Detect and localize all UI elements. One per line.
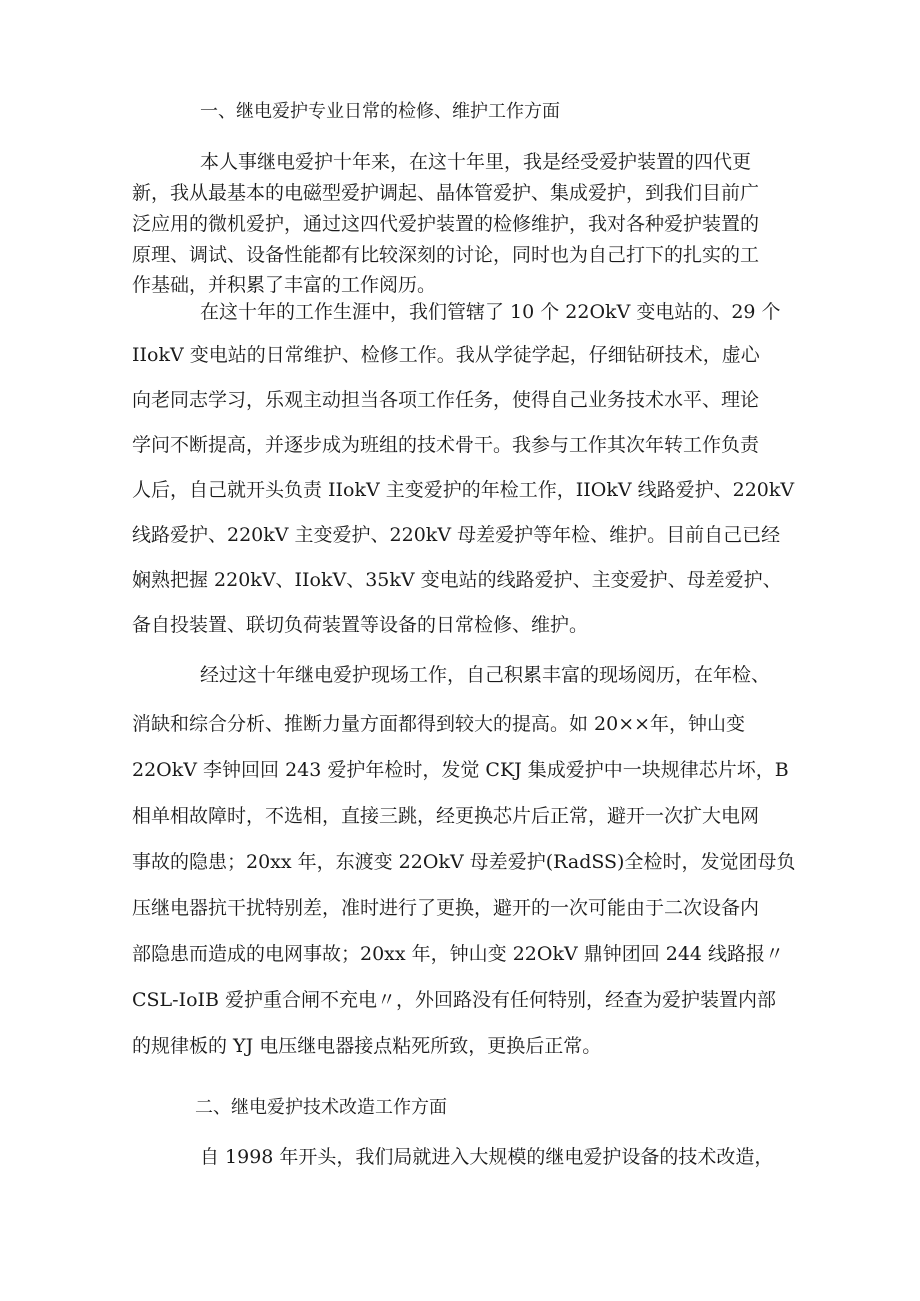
paragraph-line: 在这十年的工作生涯中，我们管辖了 10 个 22OkV 变电站的、29 个	[200, 301, 781, 323]
paragraph-line: 22OkV 李钟回回 243 爱护年检时，发觉 CKJ 集成爱护中一块规律芯片坏，B	[132, 759, 789, 781]
paragraph-line: 原理、调试、设备性能都有比较深刻的讨论，同时也为自己打下的扎实的工	[132, 244, 760, 266]
paragraph-line: 事故的隐患；20xx 年，东渡变 22OkV 母差爱护(RadSS)全检时，发觉团母负	[132, 851, 796, 873]
paragraph-line: 新，我从最基本的电磁型爱护调起、晶体管爱护、集成爱护，到我们目前广	[132, 182, 760, 204]
paragraph-line: 相单相故障时，不选相，直接三跳，经更换芯片后正常，避开一次扩大电网	[132, 805, 760, 827]
paragraph-line: 学问不断提高，并逐步成为班组的技术骨干。我参与工作其次年转工作负责	[132, 434, 760, 456]
paragraph-line: 本人事继电爱护十年来，在这十年里，我是经受爱护装置的四代更	[200, 151, 752, 173]
section-2-heading: 二、继电爱护技术改造工作方面	[195, 1097, 447, 1118]
paragraph-line: 压继电器抗干扰特别差，准时进行了更换，避开的一次可能由于二次设备内	[132, 897, 760, 919]
paragraph-line: 的规律板的 YJ 电压继电器接点粘死所致，更换后正常。	[132, 1035, 602, 1057]
paragraph-line: 娴熟把握 220kV、IIokV、35kV 变电站的线路爱护、主变爱护、母差爱护、	[132, 569, 782, 591]
paragraph-line: 备自投装置、联切负荷装置等设备的日常检修、维护。	[132, 614, 589, 636]
paragraph-line: 部隐患而造成的电网事故；20xx 年，钟山变 22OkV 鼎钟团回 244 线路报〃	[132, 943, 785, 965]
paragraph-line: 自 1998 年开头，我们局就进入大规模的继电爱护设备的技术改造，	[200, 1146, 774, 1168]
section-1-heading: 一、继电爱护专业日常的检修、维护工作方面	[200, 101, 560, 122]
paragraph-line: 人后，自己就开头负责 IIokV 主变爱护的年检工作，IIOkV 线路爱护、220kV	[132, 479, 795, 501]
paragraph-line: 消缺和综合分析、推断力量方面都得到较大的提高。如 20××年，钟山变	[132, 713, 746, 735]
paragraph-line: CSL-IoIB 爱护重合闸不充电〃，外回路没有任何特别，经查为爱护装置内部	[132, 989, 777, 1011]
paragraph-line: 向老同志学习，乐观主动担当各项工作任务，使得自己业务技术水平、理论	[132, 389, 760, 411]
paragraph-line: 作基础，并积累了丰富的工作阅历。	[132, 274, 437, 296]
paragraph-line: 经过这十年继电爱护现场工作，自己积累丰富的现场阅历，在年检、	[200, 664, 771, 686]
paragraph-line: 线路爱护、220kV 主变爱护、220kV 母差爱护等年检、维护。目前自己已经	[132, 524, 781, 546]
paragraph-line: IIokV 变电站的日常维护、检修工作。我从学徒学起，仔细钻研技术，虚心	[132, 344, 760, 366]
paragraph-line: 泛应用的微机爱护，通过这四代爱护装置的检修维护，我对各种爱护装置的	[132, 213, 760, 235]
